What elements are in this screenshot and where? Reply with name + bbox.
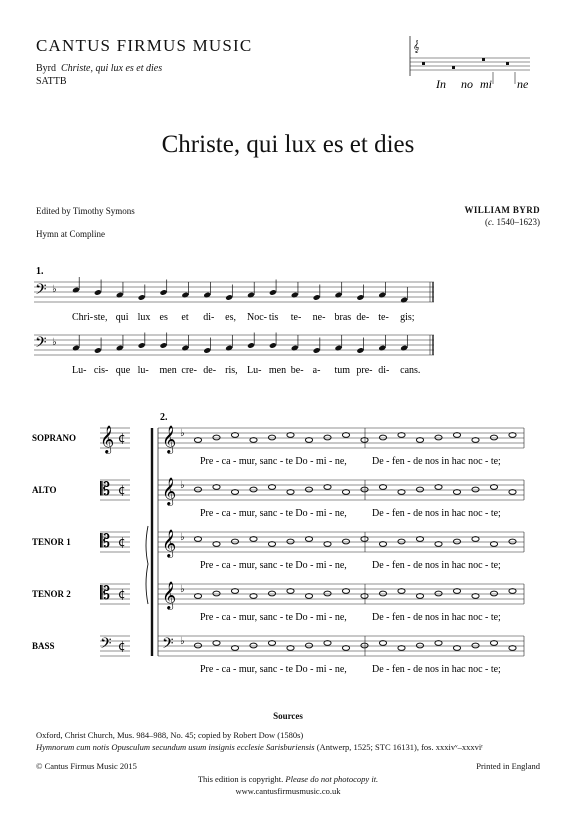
chant-note (291, 292, 299, 299)
note-head (472, 487, 479, 492)
note-head (453, 539, 460, 544)
chant-syllable: cans. (400, 365, 421, 376)
flat-icon: ♭ (180, 428, 185, 439)
note-head (453, 490, 460, 495)
voice-lyric-a: Pre - ca - mur, sanc - te Do - mi - ne, (200, 508, 347, 519)
note-head (490, 542, 497, 547)
note-head (509, 539, 516, 544)
flat-icon: ♭ (180, 480, 185, 491)
note-head (398, 433, 405, 438)
note-head (194, 537, 201, 542)
note-head (287, 490, 294, 495)
note-head (509, 646, 516, 651)
chant-syllable: de- (203, 365, 217, 376)
note-head (472, 643, 479, 648)
chant-note (247, 342, 255, 349)
voice-lyric-a: Pre - ca - mur, sanc - te Do - mi - ne, (200, 664, 347, 675)
voice-lyric-a: Pre - ca - mur, sanc - te Do - mi - ne, (200, 560, 347, 571)
note-head (398, 646, 405, 651)
chant-note (181, 345, 189, 352)
voice-staff (158, 480, 524, 500)
note-icon (452, 66, 455, 69)
chant-syllable: ste, (93, 312, 108, 323)
editor-credit: Edited by Timothy Symons (36, 206, 135, 216)
note-head (268, 485, 275, 490)
composer-dates-value: 1540–1623 (496, 217, 537, 227)
chant-note (378, 292, 386, 299)
source-line-1: Oxford, Christ Church, Mus. 984–988, No. 45; copied by Robert Dow (1580s) (36, 730, 304, 740)
notice-italic: Please do not photocopy it. (285, 774, 379, 784)
treble-clef-icon: 𝄞 (162, 477, 177, 505)
incipit-syllable: ne (517, 77, 529, 91)
incipit-syllable: no (461, 77, 473, 91)
note-head (213, 485, 220, 490)
bass-clef-icon: 𝄢 (162, 635, 174, 656)
note-icon (482, 58, 485, 61)
chant-note (400, 345, 408, 352)
note-head (490, 591, 497, 596)
note-head (305, 487, 312, 492)
chant-syllable: di- (378, 365, 390, 376)
note-head (324, 435, 331, 440)
chant-syllable: lux (137, 312, 151, 323)
note-head (379, 591, 386, 596)
circa: c. (488, 217, 495, 227)
cut-time-icon: ¢ (118, 587, 126, 601)
chant-syllable: men (159, 365, 177, 376)
chant-syllable: et (181, 312, 189, 323)
note-head (231, 433, 238, 438)
note-head (213, 542, 220, 547)
chant-syllable: Noc- (247, 312, 267, 323)
note-head (416, 537, 423, 542)
bass-clef-icon: 𝄢 (35, 281, 47, 302)
chant-syllable: gis; (400, 312, 415, 323)
composer-short: Byrd (36, 63, 56, 74)
note-head (379, 641, 386, 646)
chant-syllable: es, (225, 312, 236, 323)
section-number-2: 2. (160, 412, 168, 423)
chant-syllable: cis- (93, 365, 109, 376)
tenor-clef-icon: 𝄡 (100, 531, 111, 552)
note-head (472, 594, 479, 599)
voice-lyric-a: Pre - ca - mur, sanc - te Do - mi - ne, (200, 612, 347, 623)
note-head (194, 643, 201, 648)
chant-syllable: de- (356, 312, 370, 323)
note-head (416, 438, 423, 443)
note-head (268, 591, 275, 596)
chant-note (269, 342, 277, 349)
note-head (268, 435, 275, 440)
tenor-clef-icon: 𝄡 (100, 583, 111, 604)
cut-time-icon: ¢ (118, 639, 126, 653)
tenor-brace (146, 526, 148, 604)
chant-syllable: bras (334, 312, 352, 323)
note-head (231, 539, 238, 544)
note-head (287, 646, 294, 651)
sources-heading: Sources (273, 711, 303, 721)
chant-note (356, 294, 364, 301)
cut-time-icon: ¢ (118, 431, 126, 445)
section-number-1: 1. (36, 266, 44, 277)
chant-note (94, 347, 102, 354)
incipit-syllable: In (436, 77, 446, 91)
note-head (342, 539, 349, 544)
note-head (361, 487, 368, 492)
note-head (268, 641, 275, 646)
note-head (416, 643, 423, 648)
treble-clef-icon: 𝄞 (162, 425, 177, 453)
source-title-italic: Hymnorum cum notis Opusculum secundum usum insignis ecclesie Sarisburiensis (36, 742, 315, 752)
note-head (416, 487, 423, 492)
cut-time-icon: ¢ (118, 483, 126, 497)
publisher-name: CANTUS FIRMUS MUSIC (36, 36, 253, 55)
voice-lyric-b: De - fen - de nos in hac noc - te; (372, 508, 501, 519)
note-head (435, 591, 442, 596)
page-title: Christe, qui lux es et dies (161, 131, 415, 158)
voice-label: BASS (32, 641, 55, 651)
note-head (435, 435, 442, 440)
chant-syllable: es (159, 312, 168, 323)
chant-note (378, 345, 386, 352)
chant-staff-2 (34, 335, 434, 355)
treble-clef-icon: 𝄞 (413, 40, 420, 53)
note-head (194, 487, 201, 492)
chant-note (400, 297, 408, 304)
chant-note (225, 294, 233, 301)
chant-syllable: tum (334, 365, 351, 376)
website-url[interactable]: www.cantusfirmusmusic.co.uk (235, 786, 341, 796)
note-head (287, 589, 294, 594)
chant-syllable: qui (115, 312, 129, 323)
chant-syllable: Chri- (72, 312, 94, 323)
chant-syllable: tis (268, 312, 279, 323)
note-head (305, 594, 312, 599)
note-head (490, 485, 497, 490)
chant-syllable: be- (290, 365, 304, 376)
chant-note (160, 342, 168, 349)
note-head (231, 589, 238, 594)
chant-note (116, 292, 124, 299)
note-head (305, 438, 312, 443)
chant-syllable: que (115, 365, 131, 376)
source-line-2 (36, 742, 483, 752)
note-head (416, 594, 423, 599)
note-head (361, 594, 368, 599)
note-head (490, 435, 497, 440)
note-head (213, 641, 220, 646)
note-head (287, 539, 294, 544)
chant-syllable: Lu- (72, 365, 87, 376)
flat-icon: ♭ (52, 284, 57, 295)
flat-icon: ♭ (180, 532, 185, 543)
chant-note (269, 289, 277, 296)
note-head (435, 542, 442, 547)
note-head (398, 589, 405, 594)
notice-plain: This edition is copyright. (197, 774, 286, 784)
treble-clef-icon: 𝄞 (162, 581, 177, 609)
note-head (250, 487, 257, 492)
incipit-syllable: mi (480, 77, 492, 91)
note-head (398, 490, 405, 495)
chant-syllable: men (268, 365, 287, 376)
chant-note (313, 347, 321, 354)
chant-staves (30, 262, 546, 382)
voice-staff (158, 532, 524, 552)
note-head (250, 438, 257, 443)
note-head (231, 646, 238, 651)
voice-lyric-b: De - fen - de nos in hac noc - te; (372, 456, 501, 467)
chant-note (335, 345, 343, 352)
chant-note (116, 345, 124, 352)
chant-syllable: te- (378, 312, 389, 323)
note-head (324, 542, 331, 547)
note-head (231, 490, 238, 495)
note-head (379, 542, 386, 547)
voice-label: TENOR 1 (32, 537, 71, 547)
note-head (398, 539, 405, 544)
source-details: (Antwerp, 1525; STC 16131), fos. xxxivᵛ–xxxviʳ (314, 742, 484, 752)
bass-clef-icon: 𝄢 (35, 334, 47, 355)
chant-note (225, 345, 233, 352)
flat-icon: ♭ (180, 584, 185, 595)
chant-note (160, 289, 168, 296)
voice-label: ALTO (32, 485, 57, 495)
composer-name: WILLIAM BYRD (464, 205, 540, 215)
note-head (250, 537, 257, 542)
voice-staff (158, 636, 524, 656)
note-head (509, 589, 516, 594)
chant-syllable: Lu- (247, 365, 262, 376)
chant-syllable: lu- (137, 365, 149, 376)
note-head (435, 485, 442, 490)
note-head (472, 438, 479, 443)
chant-syllable: ris, (225, 365, 238, 376)
note-head (509, 433, 516, 438)
voice-lyric-a: Pre - ca - mur, sanc - te Do - mi - ne, (200, 456, 347, 467)
chant-syllable: a- (312, 365, 321, 376)
printed-in: Printed in England (476, 761, 540, 771)
note-head (324, 591, 331, 596)
note-head (268, 542, 275, 547)
copyright-notice (0, 774, 576, 784)
chant-note (72, 345, 80, 352)
chant-note (203, 347, 211, 354)
note-head (361, 537, 368, 542)
voice-label: TENOR 2 (32, 589, 71, 599)
note-head (342, 589, 349, 594)
note-head (342, 646, 349, 651)
note-head (509, 490, 516, 495)
copyright-text: © Cantus Firmus Music 2015 (36, 761, 137, 771)
note-head (194, 594, 201, 599)
note-head (287, 433, 294, 438)
note-head (490, 641, 497, 646)
voicing: SATTB (36, 76, 67, 87)
composer-dates: (c. 1540–1623) (485, 217, 540, 227)
voice-lyric-b: De - fen - de nos in hac noc - te; (372, 560, 501, 571)
note-head (342, 490, 349, 495)
note-head (324, 485, 331, 490)
genre-label: Hymn at Compline (36, 229, 105, 239)
chant-note (138, 342, 146, 349)
work-title-italic: Christe, qui lux es et dies (61, 63, 163, 74)
chant-syllable: di- (203, 312, 215, 323)
treble-clef-icon: 𝄞 (100, 425, 115, 453)
note-head (453, 646, 460, 651)
alto-clef-icon: 𝄡 (100, 479, 111, 500)
chant-note (291, 345, 299, 352)
note-head (453, 589, 460, 594)
note-head (453, 433, 460, 438)
chant-note (203, 292, 211, 299)
chant-note (313, 294, 321, 301)
note-head (435, 641, 442, 646)
note-head (213, 591, 220, 596)
cut-time-icon: ¢ (118, 535, 126, 549)
note-head (194, 438, 201, 443)
chant-syllable: cre- (181, 365, 197, 376)
flat-icon: ♭ (52, 337, 57, 348)
note-head (379, 485, 386, 490)
chant-note (138, 294, 146, 301)
treble-clef-icon: 𝄞 (162, 529, 177, 557)
note-head (213, 435, 220, 440)
bass-clef-icon: 𝄢 (100, 635, 112, 656)
chant-syllable: te- (290, 312, 302, 323)
chant-note (335, 292, 343, 299)
note-head (472, 537, 479, 542)
note-head (250, 594, 257, 599)
flat-icon: ♭ (180, 636, 185, 647)
note-head (324, 641, 331, 646)
voice-lyric-b: De - fen - de nos in hac noc - te; (372, 664, 501, 675)
chant-syllable: ne- (312, 312, 326, 323)
note-head (342, 433, 349, 438)
note-head (361, 438, 368, 443)
voice-lyric-b: De - fen - de nos in hac noc - te; (372, 612, 501, 623)
note-icon (506, 62, 509, 65)
chant-note (247, 292, 255, 299)
note-head (305, 643, 312, 648)
voice-label: SOPRANO (32, 433, 77, 443)
subheader (36, 62, 162, 88)
note-head (250, 643, 257, 648)
note-icon (422, 62, 425, 65)
chant-staff-1 (34, 282, 434, 302)
chant-syllable: pre- (356, 365, 373, 376)
note-head (305, 537, 312, 542)
chant-note (72, 287, 80, 294)
note-head (361, 643, 368, 648)
note-head (379, 435, 386, 440)
chant-note (181, 292, 189, 299)
chant-note (94, 289, 102, 296)
polyphony-score (30, 408, 546, 698)
chant-note (356, 347, 364, 354)
incipit-staff (405, 32, 540, 94)
